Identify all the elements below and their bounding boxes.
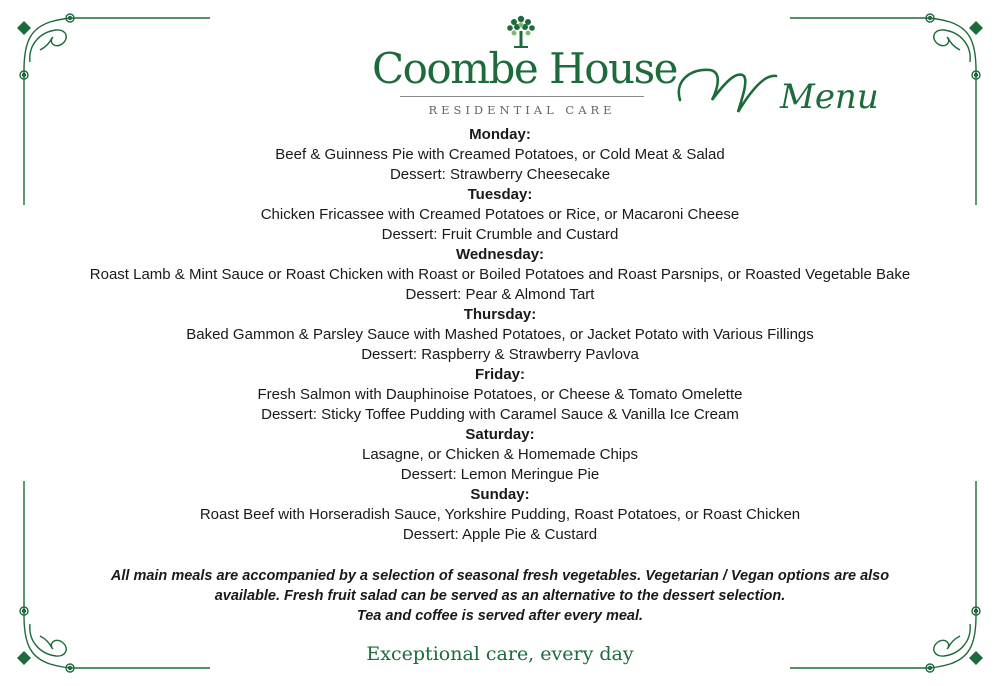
day-heading: Friday:: [474, 366, 525, 383]
tagline: Exceptional care, every day: [366, 643, 634, 665]
coombe-house-logo: [372, 14, 677, 117]
weekly-menu: [40, 125, 960, 545]
day-heading: Saturday:: [465, 426, 535, 443]
script-menu-title: [672, 40, 892, 130]
day-sunday: [40, 485, 960, 545]
note-line: Tea and coffee is served after every meal.: [356, 608, 644, 624]
menu-notes: [40, 566, 960, 626]
day-main-course: Fresh Salmon with Dauphinoise Potatoes, or Cheese & Tomato Omelette: [257, 386, 743, 403]
menu-header: [0, 0, 1000, 125]
day-main-course: Lasagne, or Chicken & Homemade Chips: [362, 446, 638, 463]
day-dessert: Dessert: Apple Pie & Custard: [402, 526, 598, 543]
day-thursday: [40, 305, 960, 365]
day-dessert: Dessert: Pear & Almond Tart: [405, 286, 595, 303]
day-heading: Wednesday:: [455, 246, 545, 263]
day-saturday: [40, 425, 960, 485]
day-heading: Thursday:: [463, 306, 537, 323]
note-line: All main meals are accompanied by a selection of seasonal fresh vegetables. Vegetarian / Vegan options are also: [110, 568, 890, 584]
tree-icon: [505, 14, 537, 48]
day-monday: [40, 125, 960, 185]
day-heading: Tuesday:: [467, 186, 533, 203]
logo-name: Coombe House: [372, 44, 677, 93]
day-heading: Sunday:: [470, 486, 530, 503]
day-wednesday: [40, 245, 960, 305]
note-line: available. Fresh fruit salad can be served as an alternative to the dessert selection.: [214, 588, 786, 604]
day-main-course: Chicken Fricassee with Creamed Potatoes or Rice, or Macaroni Cheese: [260, 206, 740, 223]
day-main-course: Roast Beef with Horseradish Sauce, Yorkshire Pudding, Roast Potatoes, or Roast Chicken: [199, 506, 801, 523]
day-main-course: Beef & Guinness Pie with Creamed Potatoes, or Cold Meat & Salad: [275, 146, 725, 163]
day-main-course: Roast Lamb & Mint Sauce or Roast Chicken with Roast or Boiled Potatoes and Roast Parsnips, or Roasted Vegetable Bake: [89, 266, 911, 283]
day-dessert: Dessert: Strawberry Cheesecake: [389, 166, 611, 183]
day-dessert: Dessert: Fruit Crumble and Custard: [381, 226, 619, 243]
day-main-course: Baked Gammon & Parsley Sauce with Mashed Potatoes, or Jacket Potato with Various Fillings: [186, 326, 814, 343]
logo-subtitle: RESIDENTIAL CARE: [428, 103, 616, 117]
day-friday: [40, 365, 960, 425]
day-tuesday: [40, 185, 960, 245]
day-dessert: Dessert: Raspberry & Strawberry Pavlova: [361, 346, 639, 363]
logo-divider: [400, 96, 644, 97]
day-dessert: Dessert: Lemon Meringue Pie: [400, 466, 600, 483]
script-menu-text: Menu: [780, 77, 879, 117]
day-dessert: Dessert: Sticky Toffee Pudding with Caramel Sauce & Vanilla Ice Cream: [261, 406, 739, 423]
day-heading: Monday:: [469, 126, 531, 143]
